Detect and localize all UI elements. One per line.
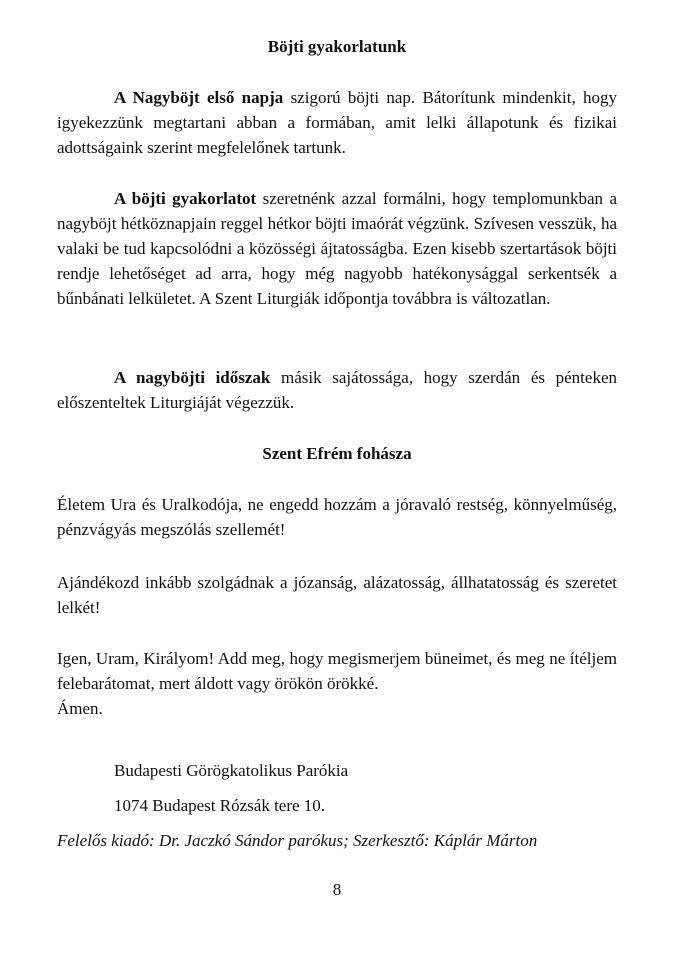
paragraph-practice xyxy=(57,186,617,311)
paragraph-lead: A böjti gyakorlatot xyxy=(114,189,257,208)
prayer-amen: Ámen. xyxy=(57,699,103,718)
paragraph-first-day xyxy=(57,85,617,160)
address-street: 1074 Budapest Rózsák tere 10. xyxy=(114,796,326,815)
prayer-title: Szent Efrém fohásza xyxy=(262,444,412,463)
prayer-paragraph-3: Igen, Uram, Királyom! Add meg, hogy megismerjem büneimet, és meg ne ítéljem felebarátomat, mert áldott vagy örökön örökké. xyxy=(57,649,617,693)
paragraph-text: szigorú böjti nap. Bátorítunk mindenkit, hogy igyekezzünk megtartani abban a formában, amit lelki állapotunk és fizikai adottságaink szerint megfelelőnek tartunk. xyxy=(57,88,617,157)
paragraph-lent-period xyxy=(57,365,617,415)
prayer-paragraph-1: Életem Ura és Uralkodója, ne engedd hozzám a jóravaló restség, könnyelműség, pénzvágyás megszólás szellemét! xyxy=(57,495,617,539)
paragraph-text: szeretnénk azzal formálni, hogy templomunkban a nagyböjt hétköznapjain reggel hétkor böjti imaórát végzünk. Szívesen vesszük, ha valaki be tud kapcsolódni a közösségi ájtatosságba. Ezen kisebb szertartások böjti rendje lehetőséget ad arra, hogy még nagyobb hatékonysággal serkentsék a bűnbánati lelkületet. A Szent Liturgiák időpontja továbbra is változatlan. xyxy=(57,189,617,308)
paragraph-text: másik sajátossága, hogy szerdán és pénteken előszenteltek Liturgiáját végezzük. xyxy=(57,368,617,412)
prayer-paragraph-2: Ajándékozd inkább szolgádnak a józanság, alázatosság, állhatatosság és szeretet lelkét! xyxy=(57,573,617,617)
paragraph-lead: A Nagyböjt első napja xyxy=(114,88,284,107)
address-organization: Budapesti Görögkatolikus Parókia xyxy=(114,761,349,780)
page-title: Böjti gyakorlatunk xyxy=(267,37,407,56)
page-number: 8 xyxy=(332,880,342,899)
paragraph-lead: A nagyböjti időszak xyxy=(114,368,271,387)
publisher-credits: Felelős kiadó: Dr. Jaczkó Sándor parókus; Szerkesztő: Káplár Márton xyxy=(57,831,538,850)
